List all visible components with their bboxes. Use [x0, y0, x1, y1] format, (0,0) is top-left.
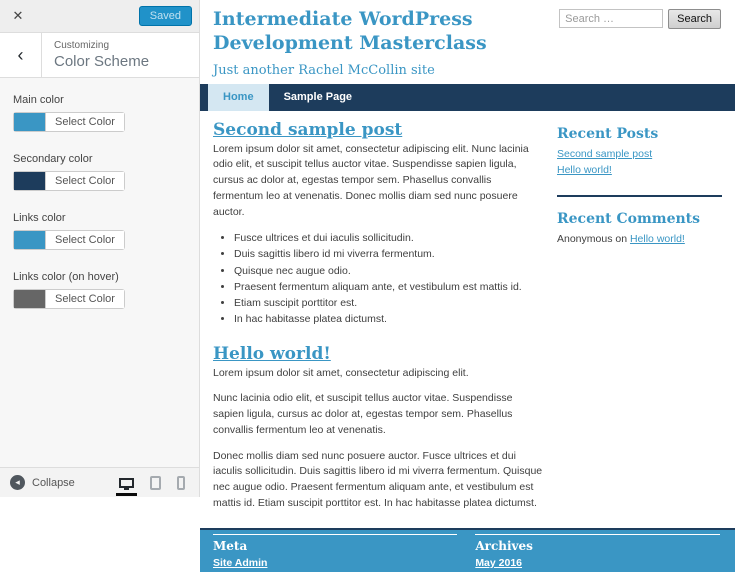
site-branding	[213, 8, 493, 78]
site-body	[200, 111, 735, 528]
select-color-button[interactable]: Select Color	[46, 290, 124, 308]
customizing-kicker: Customizing	[54, 40, 110, 51]
monitor-icon	[119, 478, 134, 488]
post-paragraph: Donec mollis diam sed nunc posuere auctor. Fusce ultrices et dui iaculis sollicitudin. Duis sagittis libero id mi viverra fermentum. Quisque nec augue odio. Praesent fermentum aliquam ante, et vestibulum est mattis id. Etiam suscipit porttitor est. In hac habitasse platea dictumst.	[213, 449, 543, 509]
site-title-link[interactable]: Intermediate WordPress Development Masterclass	[213, 8, 487, 54]
post-title-link[interactable]: Second sample post	[213, 119, 403, 140]
collapse-label: Collapse	[32, 476, 75, 489]
footer-widget-title: Meta	[213, 538, 248, 553]
recent-posts-widget	[557, 126, 722, 180]
main-navigation	[200, 84, 735, 111]
site-header	[200, 0, 735, 84]
control-label: Main color	[13, 94, 64, 106]
archive-month-link[interactable]: May 2016	[475, 556, 523, 569]
color-picker	[13, 230, 125, 250]
widget-title: Recent Comments	[557, 211, 701, 228]
list-item: • Fusce ultrices et dui iaculis sollicitudin.	[234, 231, 543, 246]
comment-author: Anonymous on	[557, 233, 630, 246]
site-preview	[200, 0, 735, 569]
post-title-link[interactable]: Hello world!	[213, 343, 331, 364]
customizer-topbar	[0, 0, 199, 33]
color-picker	[13, 171, 125, 191]
select-color-button[interactable]: Select Color	[46, 113, 124, 131]
color-swatch[interactable]	[14, 172, 46, 190]
search-button[interactable]: Search	[668, 9, 721, 29]
color-swatch[interactable]	[14, 231, 46, 249]
tablet-icon	[150, 476, 161, 490]
customizer-controls	[0, 78, 199, 467]
post-second-sample	[213, 120, 543, 328]
customizer-panel	[0, 0, 200, 497]
control-label: Links color	[13, 212, 66, 224]
post-paragraph: Lorem ipsum dolor sit amet, consectetur adipiscing elit.	[213, 366, 469, 379]
customizer-section-titles	[42, 33, 161, 77]
panel-title: Color Scheme	[54, 53, 150, 70]
color-swatch[interactable]	[14, 290, 46, 308]
search-input[interactable]	[559, 9, 663, 28]
color-swatch[interactable]	[14, 113, 46, 131]
close-icon[interactable]: ✕	[12, 8, 24, 23]
site-tagline: Just another Rachel McCollin site	[213, 62, 435, 78]
phone-icon	[177, 476, 185, 490]
sidebar-widgets	[557, 120, 722, 528]
customizer-section-header	[0, 33, 199, 78]
control-label: Links color (on hover)	[13, 271, 119, 283]
comment-post-link[interactable]: Hello world!	[629, 233, 685, 246]
control-secondary-color	[13, 153, 186, 191]
collapse-arrow-icon: ◂	[10, 475, 25, 490]
control-links-color	[13, 212, 186, 250]
desktop-preview-icon[interactable]	[119, 478, 134, 488]
site-admin-link[interactable]: Site Admin	[213, 556, 268, 569]
comment-entry	[557, 231, 722, 248]
nav-item-sample-page[interactable]: Sample Page	[283, 91, 353, 103]
footer-archives-widget	[475, 534, 719, 572]
list-item: • Quisque nec augue odio.	[234, 264, 543, 279]
widget-divider	[557, 195, 722, 197]
search-form	[559, 8, 721, 78]
control-label: Secondary color	[13, 153, 93, 165]
customizer-footer	[0, 467, 199, 497]
list-item: • Duis sagittis libero id mi viverra fermentum.	[234, 247, 543, 262]
recent-post-link[interactable]: Second sample post	[557, 147, 653, 160]
post-list	[213, 231, 543, 327]
select-color-button[interactable]: Select Color	[46, 231, 124, 249]
back-chevron-icon[interactable]: ‹	[0, 33, 42, 77]
widget-title: Recent Posts	[557, 125, 659, 142]
color-picker	[13, 289, 125, 309]
mobile-preview-icon[interactable]	[177, 476, 185, 490]
site-footer	[200, 528, 735, 572]
color-picker	[13, 112, 125, 132]
list-item: • Praesent fermentum aliquam ante, et vestibulum est mattis id.	[234, 280, 543, 295]
posts-column	[213, 120, 543, 528]
list-item: • Etiam suscipit porttitor est.	[234, 296, 543, 311]
control-links-hover-color	[13, 271, 186, 309]
post-paragraph: Nunc lacinia odio elit, et suscipit tellus auctor vitae. Suspendisse sapien ligula, cursus ac dolor at, egestas tempor sem. Phasellus convallis fermentum leo at venenatis.	[213, 392, 513, 436]
saved-button[interactable]: Saved	[139, 6, 192, 26]
select-color-button[interactable]: Select Color	[46, 172, 124, 190]
footer-meta-widget	[213, 534, 457, 572]
list-item: • In hac habitasse platea dictumst.	[234, 312, 543, 327]
post-hello-world	[213, 344, 543, 512]
device-preview-switcher	[119, 476, 189, 490]
post-paragraph: Lorem ipsum dolor sit amet, consectetur adipiscing elit. Nunc lacinia odio elit, et suscipit tellus auctor vitae. Suspendisse sapien ligula, cursus ac dolor at, egestas tempor sem. Phasellus convallis fermentum leo at venenatis. Donec mollis diam sed nunc posuere auctor.	[213, 142, 529, 218]
active-device-underline	[116, 493, 137, 496]
tablet-preview-icon[interactable]	[150, 476, 161, 490]
footer-widget-title: Archives	[475, 538, 533, 553]
recent-post-link[interactable]: Hello world!	[557, 164, 612, 177]
nav-item-home[interactable]: Home	[208, 84, 269, 111]
collapse-button[interactable]	[10, 475, 75, 490]
recent-comments-widget	[557, 211, 722, 248]
control-main-color	[13, 94, 186, 132]
